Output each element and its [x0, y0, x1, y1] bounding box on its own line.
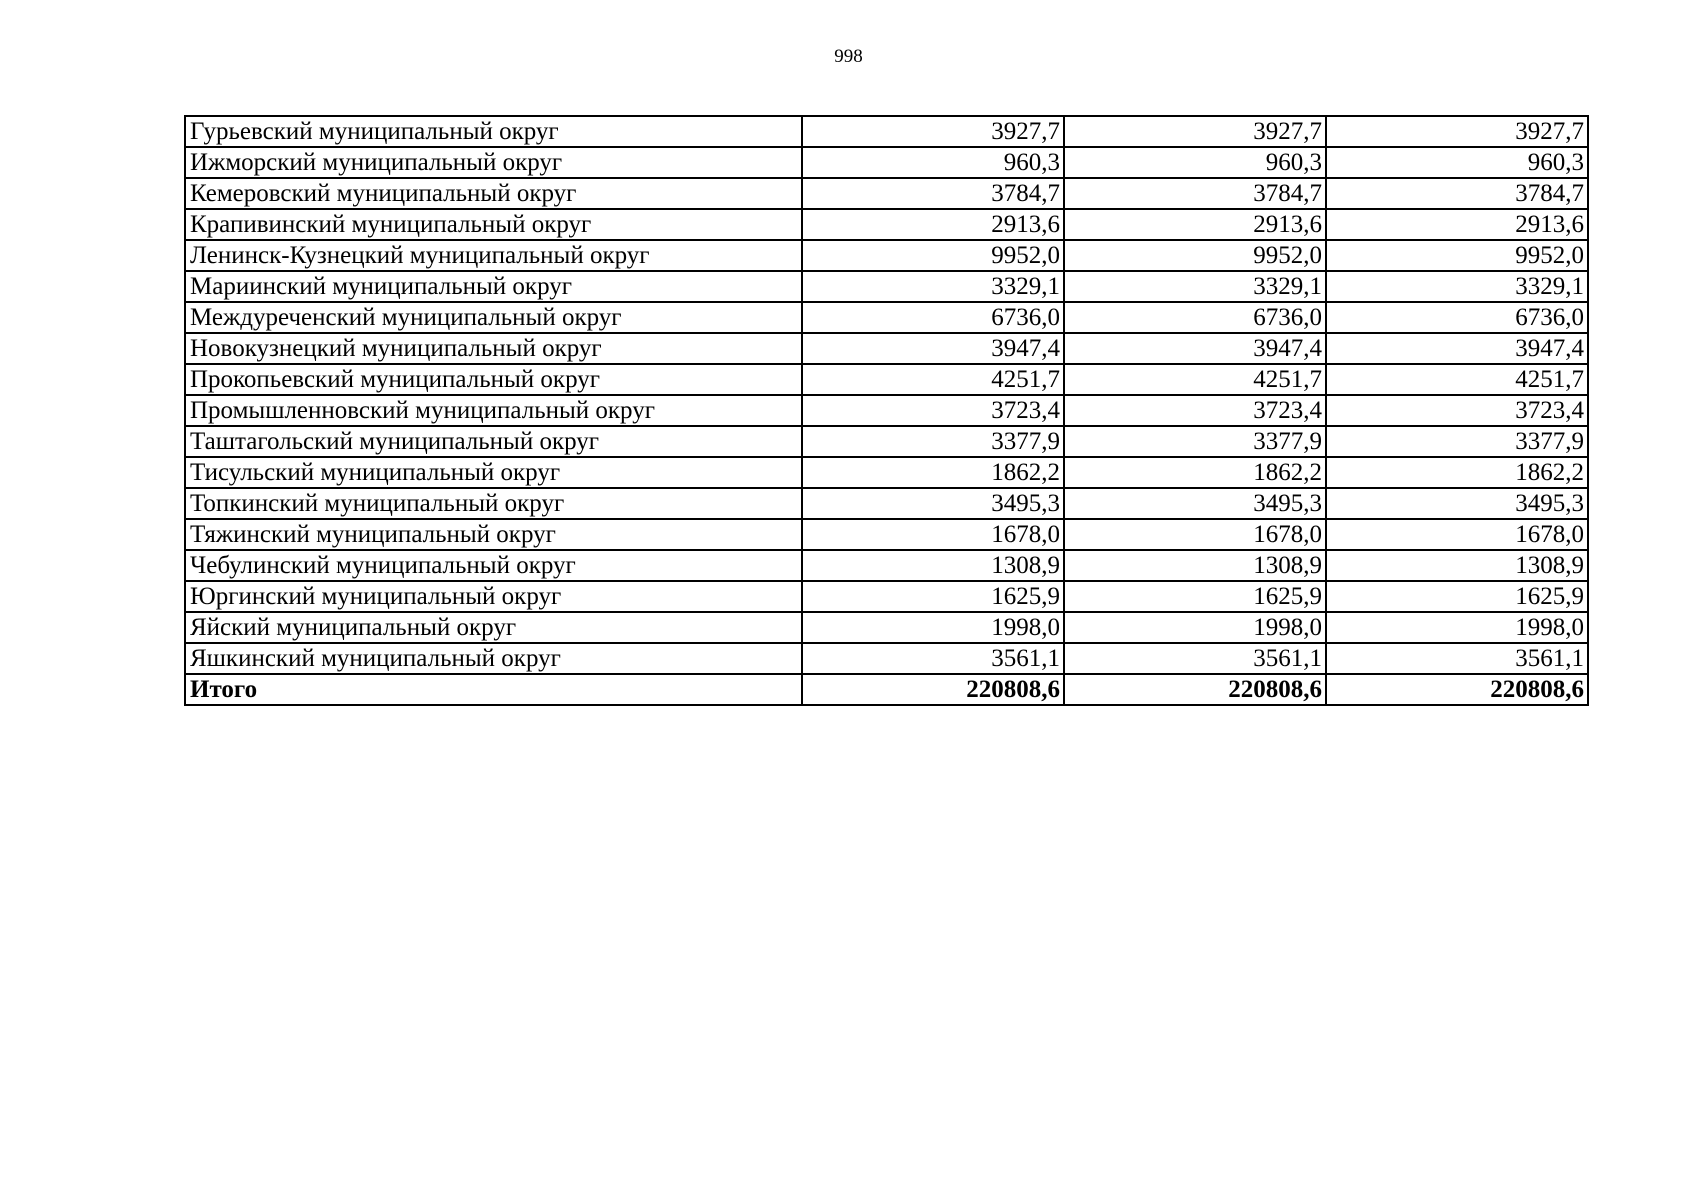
district-name-cell: Новокузнецкий муниципальный округ — [185, 333, 802, 364]
value-col2-cell: 6736,0 — [1064, 302, 1326, 333]
table-row — [185, 302, 1588, 333]
district-name-cell: Прокопьевский муниципальный округ — [185, 364, 802, 395]
value-col3-cell: 3947,4 — [1326, 333, 1588, 364]
district-name-cell: Чебулинский муниципальный округ — [185, 550, 802, 581]
value-col1-cell: 1625,9 — [802, 581, 1064, 612]
value-col2-cell: 1678,0 — [1064, 519, 1326, 550]
district-name-cell: Таштагольский муниципальный округ — [185, 426, 802, 457]
value-col1-cell: 2913,6 — [802, 209, 1064, 240]
value-col1-cell: 3947,4 — [802, 333, 1064, 364]
table-row — [185, 581, 1588, 612]
table-row — [185, 488, 1588, 519]
district-name-cell: Топкинский муниципальный округ — [185, 488, 802, 519]
table-row — [185, 612, 1588, 643]
allocation-table — [184, 115, 1589, 706]
value-col3-cell: 1862,2 — [1326, 457, 1588, 488]
district-name-cell: Юргинский муниципальный округ — [185, 581, 802, 612]
district-name-cell: Кемеровский муниципальный округ — [185, 178, 802, 209]
table-row — [185, 426, 1588, 457]
value-col2-cell: 1998,0 — [1064, 612, 1326, 643]
value-col1-cell: 1678,0 — [802, 519, 1064, 550]
district-name-cell: Крапивинский муниципальный округ — [185, 209, 802, 240]
value-col2-cell: 9952,0 — [1064, 240, 1326, 271]
value-col3-cell: 3723,4 — [1326, 395, 1588, 426]
value-col2-cell: 3927,7 — [1064, 116, 1326, 147]
value-col1-cell: 1998,0 — [802, 612, 1064, 643]
value-col2-cell: 3329,1 — [1064, 271, 1326, 302]
value-col3-cell: 1998,0 — [1326, 612, 1588, 643]
value-col1-cell: 6736,0 — [802, 302, 1064, 333]
value-col3-cell: 3561,1 — [1326, 643, 1588, 674]
value-col3-cell: 1678,0 — [1326, 519, 1588, 550]
table-row — [185, 364, 1588, 395]
value-col2-cell: 1625,9 — [1064, 581, 1326, 612]
value-col1-cell: 3495,3 — [802, 488, 1064, 519]
value-col2-cell: 3377,9 — [1064, 426, 1326, 457]
value-col1-cell: 3784,7 — [802, 178, 1064, 209]
district-name-cell: Тяжинский муниципальный округ — [185, 519, 802, 550]
value-col3-cell: 9952,0 — [1326, 240, 1588, 271]
value-col2-cell: 3723,4 — [1064, 395, 1326, 426]
value-col2-cell: 2913,6 — [1064, 209, 1326, 240]
table-row — [185, 240, 1588, 271]
value-col1-cell: 1308,9 — [802, 550, 1064, 581]
value-col2-cell: 4251,7 — [1064, 364, 1326, 395]
total-value-col1: 220808,6 — [802, 674, 1064, 705]
table-row — [185, 457, 1588, 488]
value-col2-cell: 3784,7 — [1064, 178, 1326, 209]
value-col2-cell: 3561,1 — [1064, 643, 1326, 674]
value-col1-cell: 3723,4 — [802, 395, 1064, 426]
value-col2-cell: 1862,2 — [1064, 457, 1326, 488]
district-name-cell: Яйский муниципальный округ — [185, 612, 802, 643]
value-col1-cell: 3377,9 — [802, 426, 1064, 457]
value-col2-cell: 3495,3 — [1064, 488, 1326, 519]
value-col3-cell: 960,3 — [1326, 147, 1588, 178]
value-col2-cell: 960,3 — [1064, 147, 1326, 178]
value-col3-cell: 3784,7 — [1326, 178, 1588, 209]
value-col1-cell: 3329,1 — [802, 271, 1064, 302]
district-name-cell: Ижморский муниципальный округ — [185, 147, 802, 178]
table-row — [185, 395, 1588, 426]
value-col2-cell: 3947,4 — [1064, 333, 1326, 364]
table-row — [185, 209, 1588, 240]
value-col3-cell: 1625,9 — [1326, 581, 1588, 612]
value-col1-cell: 960,3 — [802, 147, 1064, 178]
value-col1-cell: 1862,2 — [802, 457, 1064, 488]
table-row — [185, 178, 1588, 209]
value-col3-cell: 4251,7 — [1326, 364, 1588, 395]
value-col3-cell: 3927,7 — [1326, 116, 1588, 147]
value-col2-cell: 1308,9 — [1064, 550, 1326, 581]
value-col1-cell: 9952,0 — [802, 240, 1064, 271]
table-row — [185, 519, 1588, 550]
district-name-cell: Яшкинский муниципальный округ — [185, 643, 802, 674]
value-col1-cell: 4251,7 — [802, 364, 1064, 395]
district-name-cell: Ленинск-Кузнецкий муниципальный округ — [185, 240, 802, 271]
table-body — [185, 116, 1588, 705]
district-name-cell: Междуреченский муниципальный округ — [185, 302, 802, 333]
district-name-cell: Гурьевский муниципальный округ — [185, 116, 802, 147]
value-col1-cell: 3927,7 — [802, 116, 1064, 147]
table-row — [185, 550, 1588, 581]
value-col3-cell: 3329,1 — [1326, 271, 1588, 302]
value-col3-cell: 3495,3 — [1326, 488, 1588, 519]
value-col1-cell: 3561,1 — [802, 643, 1064, 674]
table-row — [185, 333, 1588, 364]
district-name-cell: Промышленновский муниципальный округ — [185, 395, 802, 426]
table-row — [185, 271, 1588, 302]
value-col3-cell: 6736,0 — [1326, 302, 1588, 333]
total-value-col2: 220808,6 — [1064, 674, 1326, 705]
total-value-col3: 220808,6 — [1326, 674, 1588, 705]
table-row — [185, 643, 1588, 674]
table-row — [185, 147, 1588, 178]
page-number: 998 — [834, 46, 863, 67]
value-col3-cell: 1308,9 — [1326, 550, 1588, 581]
total-label: Итого — [185, 674, 802, 705]
value-col3-cell: 3377,9 — [1326, 426, 1588, 457]
district-name-cell: Мариинский муниципальный округ — [185, 271, 802, 302]
district-name-cell: Тисульский муниципальный округ — [185, 457, 802, 488]
table-row — [185, 116, 1588, 147]
total-row — [185, 674, 1588, 705]
value-col3-cell: 2913,6 — [1326, 209, 1588, 240]
